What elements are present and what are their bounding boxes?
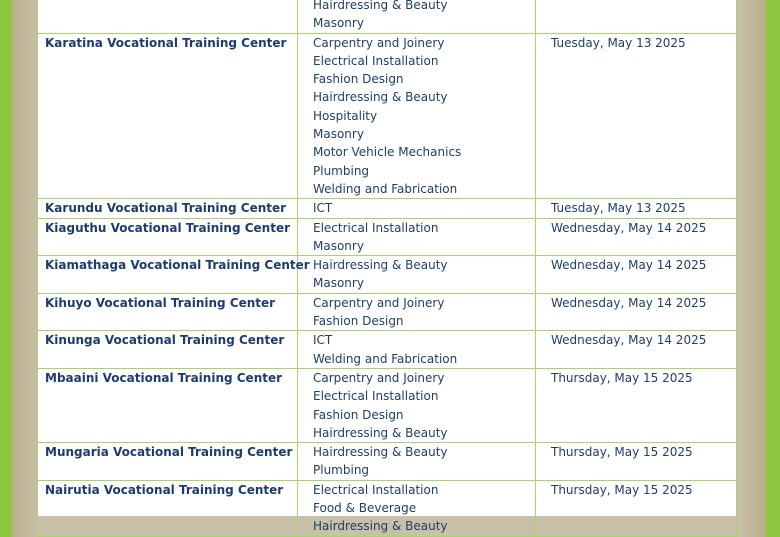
course-item: Electrical Installation xyxy=(313,482,439,497)
course-item: Electrical Installation xyxy=(313,53,439,68)
schedule-date: Wednesday, May 14 2025 xyxy=(551,258,707,273)
center-name: Mbaaini Vocational Training Center xyxy=(45,370,283,385)
center-name: Kinunga Vocational Training Center xyxy=(45,333,285,348)
center-name-cell xyxy=(38,33,298,199)
courses-cell xyxy=(298,443,536,481)
course-item: Plumbing xyxy=(313,463,370,478)
center-name-cell xyxy=(38,218,298,256)
center-name: Kiaguthu Vocational Training Center xyxy=(45,220,290,235)
course-item: Fashion Design xyxy=(313,314,404,329)
center-name-cell xyxy=(38,368,298,442)
course-item: ICT xyxy=(313,201,333,216)
date-cell xyxy=(536,0,737,33)
course-item: Hairdressing & Beauty xyxy=(313,90,448,105)
course-item: Hairdressing & Beauty xyxy=(313,445,448,460)
course-item: Fashion Design xyxy=(313,72,404,87)
courses-cell xyxy=(298,480,536,536)
center-name-cell xyxy=(38,0,298,33)
table-row xyxy=(38,331,737,369)
table-row xyxy=(38,218,737,256)
center-name-cell xyxy=(38,443,298,481)
course-item: Masonry xyxy=(313,276,364,291)
course-item: Plumbing xyxy=(313,163,370,178)
date-cell xyxy=(536,256,737,294)
schedule-date: Wednesday, May 14 2025 xyxy=(551,295,707,310)
course-item: Carpentry and Joinery xyxy=(313,370,445,385)
date-cell xyxy=(536,293,737,331)
schedule-date: Thursday, May 15 2025 xyxy=(551,370,693,385)
center-name-cell xyxy=(38,331,298,369)
table-row xyxy=(38,368,737,442)
center-name: Kiamathaga Vocational Training Center xyxy=(45,258,310,273)
course-item: Masonry xyxy=(313,16,364,31)
course-item: Electrical Installation xyxy=(313,220,439,235)
schedule-date: Thursday, May 15 2025 xyxy=(551,445,693,460)
courses-cell xyxy=(298,199,536,218)
center-name: Kihuyo Vocational Training Center xyxy=(45,295,276,310)
date-cell xyxy=(536,480,737,536)
table-row xyxy=(38,0,737,33)
course-item: Fashion Design xyxy=(313,407,404,422)
center-name: Nairutia Vocational Training Center xyxy=(45,482,284,497)
course-item: Carpentry and Joinery xyxy=(313,295,445,310)
center-name: Mungaria Vocational Training Center xyxy=(45,445,293,460)
course-item: Electrical Installation xyxy=(313,389,439,404)
center-name-cell xyxy=(38,293,298,331)
date-cell xyxy=(536,199,737,218)
schedule-date: Wednesday, May 14 2025 xyxy=(551,220,707,235)
training-schedule-table xyxy=(37,0,737,537)
schedule-date: Thursday, May 15 2025 xyxy=(551,482,693,497)
table-row xyxy=(38,199,737,218)
course-item: Carpentry and Joinery xyxy=(313,35,445,50)
date-cell xyxy=(536,331,737,369)
center-name: Karatina Vocational Training Center xyxy=(45,35,287,50)
date-cell xyxy=(536,368,737,442)
courses-cell xyxy=(298,33,536,199)
course-item: Hairdressing & Beauty xyxy=(313,519,448,534)
table-row xyxy=(38,480,737,536)
table-row xyxy=(38,256,737,294)
courses-cell xyxy=(298,293,536,331)
courses-cell xyxy=(298,0,536,33)
schedule-date: Tuesday, May 13 2025 xyxy=(551,35,686,50)
schedule-date: Tuesday, May 13 2025 xyxy=(551,201,686,216)
course-item: Masonry xyxy=(313,238,364,253)
center-name: Karundu Vocational Training Center xyxy=(45,201,287,216)
course-item: Masonry xyxy=(313,127,364,142)
courses-cell xyxy=(298,256,536,294)
courses-cell xyxy=(298,368,536,442)
center-name-cell xyxy=(38,199,298,218)
table-row xyxy=(38,443,737,481)
date-cell xyxy=(536,218,737,256)
schedule-sheet xyxy=(37,0,736,534)
course-item: Motor Vehicle Mechanics xyxy=(313,145,462,160)
course-item: Hospitality xyxy=(313,108,378,123)
date-cell xyxy=(536,443,737,481)
center-name-cell xyxy=(38,480,298,536)
course-item: Hairdressing & Beauty xyxy=(313,425,448,440)
course-item: Food & Beverage xyxy=(313,501,417,516)
date-cell xyxy=(536,33,737,199)
course-item: Hairdressing & Beauty xyxy=(313,0,448,12)
courses-cell xyxy=(298,331,536,369)
courses-cell xyxy=(298,218,536,256)
table-row xyxy=(38,33,737,199)
schedule-date: Wednesday, May 14 2025 xyxy=(551,333,707,348)
center-name-cell xyxy=(38,256,310,294)
course-item: Welding and Fabrication xyxy=(313,181,458,196)
table-row xyxy=(38,293,737,331)
course-item: Hairdressing & Beauty xyxy=(313,258,448,273)
table-body xyxy=(38,0,737,536)
course-item: Welding and Fabrication xyxy=(313,351,458,366)
course-item: ICT xyxy=(313,333,333,348)
